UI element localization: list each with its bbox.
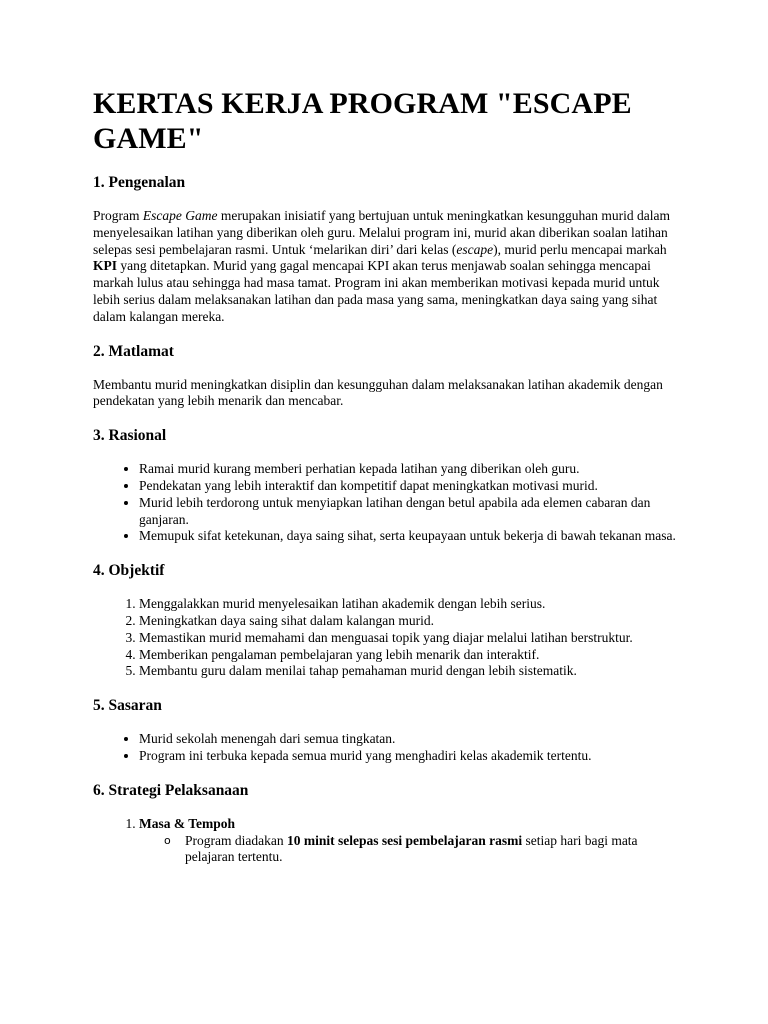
- document-title: KERTAS KERJA PROGRAM "ESCAPE GAME": [93, 87, 632, 155]
- sublist-item: [185, 833, 683, 867]
- list-item: • Memupuk sifat ketekunan, daya saing sihat, serta keupayaan untuk bekerja di bawah tekanan masa.: [139, 528, 683, 545]
- section-pengenalan: [93, 173, 683, 326]
- strategi-sublist: [139, 833, 683, 867]
- list-item: • Ramai murid kurang memberi perhatian kepada latihan yang diberikan oleh guru.: [139, 461, 683, 478]
- intro-paragraph: [93, 208, 683, 326]
- text-run: setiap hari bagi mata pelajaran tertentu.: [185, 832, 638, 865]
- list-item: • Program ini terbuka kepada semua murid yang menghadiri kelas akademik tertentu.: [139, 748, 683, 765]
- list-item: [139, 816, 683, 866]
- list-item: • Pendekatan yang lebih interaktif dan kompetitif dapat meningkatkan motivasi murid.: [139, 478, 683, 495]
- text-run-bold: 10 minit selepas sesi pembelajaran rasmi: [286, 832, 523, 848]
- section-heading: 3. Rasional: [93, 427, 167, 445]
- text-run-italic: Escape Game: [142, 208, 218, 223]
- text-run: merupakan inisiatif yang bertujuan untuk meningkatkan kesungguhan murid dalam menyelesaikan latihan yang diberikan oleh guru. Melalui program ini, murid akan diberikan soalan latihan selepas sesi pembelajaran rasmi. Untuk ‘melarikan diri’ dari kelas (: [93, 208, 670, 257]
- section-objektif: [93, 561, 683, 680]
- section-strategi: [93, 781, 683, 866]
- matlamat-paragraph: Membantu murid meningkatkan disiplin dan kesungguhan dalam melaksanakan latihan akademik dengan pendekatan yang lebih menarik dan mencabar.: [93, 376, 663, 409]
- list-item-title: Masa & Tempoh: [139, 815, 236, 831]
- list-item: 2. Meningkatkan daya saing sihat dalam kalangan murid.: [139, 613, 683, 630]
- strategi-list: [93, 816, 683, 866]
- section-heading: 1. Pengenalan: [93, 174, 186, 191]
- section-heading: 4. Objektif: [93, 562, 165, 580]
- text-run-italic: escape: [456, 241, 494, 257]
- list-item: 3. Memastikan murid memahami dan menguasai topik yang diajar melalui latihan berstruktur.: [139, 630, 683, 647]
- section-heading: 6. Strategi Pelaksanaan: [93, 781, 249, 799]
- text-run: Program diadakan: [185, 832, 287, 848]
- section-sasaran: [93, 696, 683, 765]
- section-matlamat: [93, 342, 683, 411]
- list-item: 1. Menggalakkan murid menyelesaikan latihan akademik dengan lebih serius.: [139, 596, 683, 613]
- list-item: 5. Membantu guru dalam menilai tahap pemahaman murid dengan lebih sistematik.: [139, 663, 683, 680]
- document-content: [93, 86, 683, 882]
- text-run: yang ditetapkan. Murid yang gagal mencapai KPI akan terus menjawab soalan sehingga mencapai markah lulus atau sehingga had masa tamat. Program ini akan memberikan motivasi kepada murid untuk lebih serius dalam melaksanakan latihan dan pada masa yang sama, meningkatkan daya saing yang sihat dalam kalangan mereka.: [93, 258, 660, 324]
- section-rasional: [93, 426, 683, 545]
- text-run: Program: [93, 208, 143, 223]
- list-item: • Murid lebih terdorong untuk menyiapkan latihan dengan betul apabila ada elemen cabaran dan ganjaran.: [139, 495, 683, 529]
- text-run: ), murid perlu mencapai markah: [493, 241, 667, 257]
- section-heading: 5. Sasaran: [93, 697, 162, 715]
- objektif-list: [93, 596, 683, 680]
- sasaran-list: [93, 731, 683, 765]
- list-item: • Murid sekolah menengah dari semua tingkatan.: [139, 731, 683, 748]
- text-run-bold: KPI: [93, 258, 118, 274]
- section-heading: 2. Matlamat: [93, 342, 174, 360]
- list-item: 4. Memberikan pengalaman pembelajaran yang lebih menarik dan interaktif.: [139, 647, 683, 664]
- rasional-list: [93, 461, 683, 545]
